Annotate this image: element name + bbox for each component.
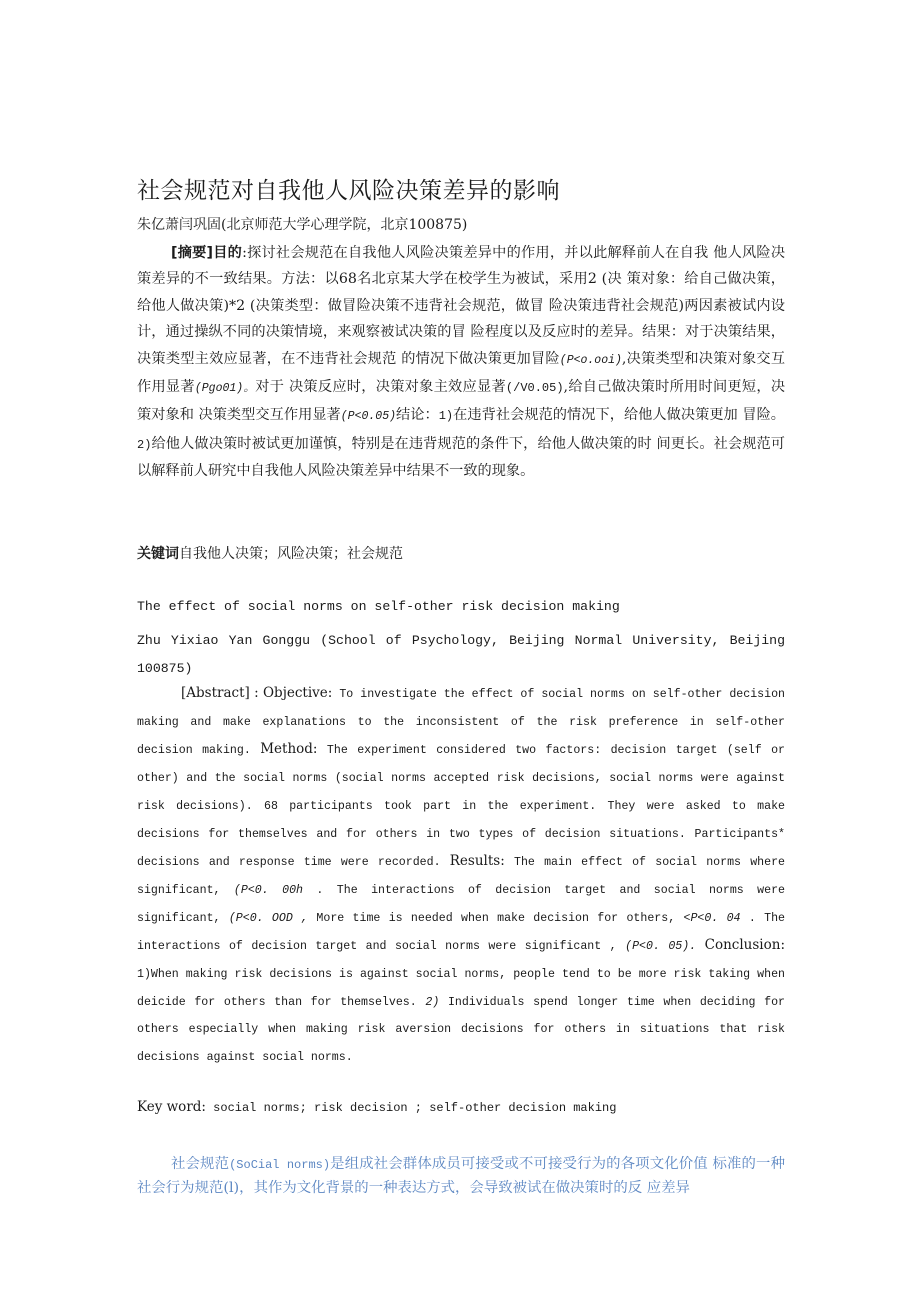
abstract-en-text: More time is needed when make decision for others,: [316, 911, 676, 925]
stat-value: (P<0. 05).: [625, 940, 697, 954]
abstract-cn-text: 对于 决策反应时，决策对象主效应显著: [255, 379, 506, 396]
abstract-cn-text: ,给自己做决策时所用时间更短，决策对象和 决策类型交互作用显著: [137, 379, 786, 424]
authors-affiliation-en: Zhu Yixiao Yan Gonggu (School of Psychology, Beijing Normal University, Beijing 100875): [137, 633, 785, 676]
stat-value: (P<0. 00h: [233, 883, 303, 897]
paper-title-en: The effect of social norms on self-other risk decision making: [137, 599, 620, 614]
authors-affiliation-cn: 朱亿萧闫巩固(北京师范大学心理学院，北京100875): [137, 217, 468, 233]
keywords-en-text: social norms; risk decision ; self-other decision making: [213, 1101, 617, 1115]
list-number: 2): [425, 995, 440, 1009]
abstract-en: [137, 680, 785, 1072]
abstract-en-text: The experiment considered two factors: decision target (self or other) and the social norms (social norms accepted risk decisions, social norms were against risk decisions). 68 participants took part in the experiment. They were asked to make decisions for themselves and for others in two types of decision situations. Participants* decisions and response time were recorded.: [137, 744, 785, 870]
abstract-cn-text: 在违背社会规范的情况下，给他人做决策更加 冒险。: [453, 407, 785, 424]
intro-text: 是组成社会群体成员可接受或不可接受行为的各项文化价值 标准的一种社会行为规范(l)，其作为文化背景的一种表达方式，会导致被试在做决策时的反 应差异: [137, 1156, 785, 1196]
conclusion-label: Conclusion:: [704, 937, 785, 954]
intro-term: (SoCial norms): [229, 1158, 331, 1172]
abstract-cn-text: 给他人做决策时被试更加谨慎，特别是在违背规范的条件下，给他人做决策的时 间更长。社会规范可以解释前人研究中自我他人风险决策差异中结果不一致的现象。: [137, 435, 785, 480]
abstract-en-text: . The interactions of decision target and social norms were significant ,: [137, 911, 785, 954]
keywords-en-label: Key word:: [137, 1099, 206, 1115]
stat-value: <P<0. 04: [683, 911, 741, 925]
stat-value: (P<0.05): [340, 410, 396, 424]
results-label: Results:: [449, 853, 505, 870]
keywords-en: [137, 1099, 616, 1115]
abstract-en-label: [Abstract] : Objective:: [181, 685, 333, 701]
abstract-en-text: The main effect of social norms where significant,: [137, 856, 785, 897]
keywords-cn-label: 关键词: [137, 546, 179, 562]
abstract-en-text: 1)When making risk decisions is against social norms, people tend to be more risk taking when deicide for others than for themselves.: [137, 968, 785, 1009]
abstract-cn: [137, 240, 785, 485]
abstract-en-text: Individuals spend longer time when deciding for others especially when making risk aversion decisions for others in situations that risk decisions against social norms.: [137, 995, 785, 1065]
stat-value: (P<o.ooi): [559, 353, 622, 367]
keywords-cn: [137, 543, 403, 563]
abstract-cn-label: [摘要]目的: [171, 245, 243, 261]
stat-value: (Pgo01)。: [194, 382, 256, 396]
method-label: Method:: [260, 741, 318, 758]
list-number: 1): [438, 409, 454, 424]
abstract-cn-text: :探讨社会规范在自我他人风险决策差异中的作用，并以此解释前人在自我 他人风险决策差异的不一致结果。方法：以68名北京某大学在校学生为被试，采用2 (决 策对象：给自己做决策，给他人做决策)*2 (决策类型：做冒险决策不违背社会规范，做冒 险决策违背社会规范)两因素被试内设计，通过操纵不同的决策情境，来观察被试决策的冒 险程度以及反应时的差异。结果：对于决策结果，决策类型主效应显著，在不违背社会规范 的情况下做决策更加冒险: [137, 245, 786, 367]
abstract-en-text: To investigate the effect of social norms on self-other decision making and make explanations to the inconsistent of the risk preference in self-other decision making.: [137, 688, 785, 758]
paper-title-cn: 社会规范对自我他人风险决策差异的影响: [137, 178, 560, 204]
stat-value: (P<0. OOD ,: [228, 911, 309, 925]
abstract-cn-text: 结论：: [396, 407, 439, 424]
intro-paragraph: [137, 1153, 785, 1199]
intro-text: 社会规范: [171, 1156, 230, 1172]
abstract-en-text: . The interactions of decision target and social norms were significant,: [137, 883, 785, 925]
abstract-cn-text: ,决策类型和决策对象交互作用显著: [137, 350, 786, 396]
keywords-cn-text: 自我他人决策；风险决策；社会规范: [179, 546, 403, 562]
stat-value: (/V0.05): [505, 381, 564, 396]
list-number: 2): [137, 437, 152, 452]
